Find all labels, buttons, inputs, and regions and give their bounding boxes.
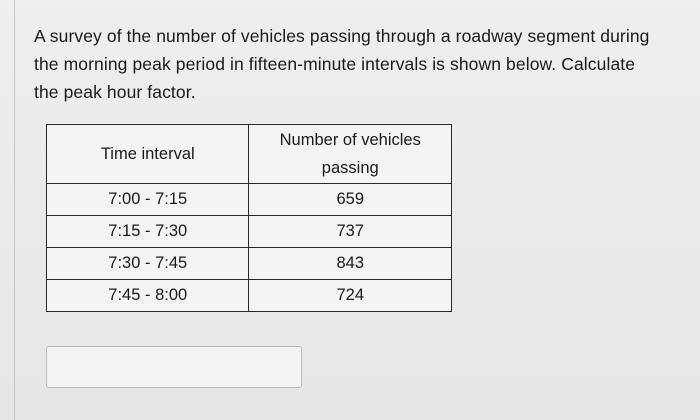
- answer-input[interactable]: [46, 346, 302, 388]
- header-time-interval: Time interval: [47, 125, 249, 184]
- table-row: [47, 216, 452, 248]
- cell-vehicles: 724: [249, 280, 452, 312]
- question-text: [34, 22, 690, 106]
- left-border-line: [14, 0, 15, 420]
- cell-interval: 7:45 - 8:00: [47, 280, 249, 312]
- cell-vehicles: 843: [249, 248, 452, 280]
- table-row: [47, 248, 452, 280]
- table-header-row: [47, 125, 452, 184]
- table-row: [47, 280, 452, 312]
- question-line-3: the peak hour factor.: [34, 82, 196, 102]
- cell-interval: 7:30 - 7:45: [47, 248, 249, 280]
- header-number-of-vehicles: [249, 125, 452, 184]
- question-line-1: A survey of the number of vehicles passing through a roadway segment during: [34, 26, 650, 46]
- question-line-2: the morning peak period in fifteen-minute intervals is shown below. Calculate: [34, 54, 636, 74]
- cell-vehicles: 659: [249, 184, 452, 216]
- cell-interval: 7:15 - 7:30: [47, 216, 249, 248]
- vehicle-count-table: [46, 124, 452, 312]
- header-vehicles-line-1: Number of vehicles: [279, 131, 421, 149]
- cell-vehicles: 737: [249, 216, 452, 248]
- table-row: [47, 184, 452, 216]
- cell-interval: 7:00 - 7:15: [47, 184, 249, 216]
- header-vehicles-line-2: passing: [321, 159, 379, 177]
